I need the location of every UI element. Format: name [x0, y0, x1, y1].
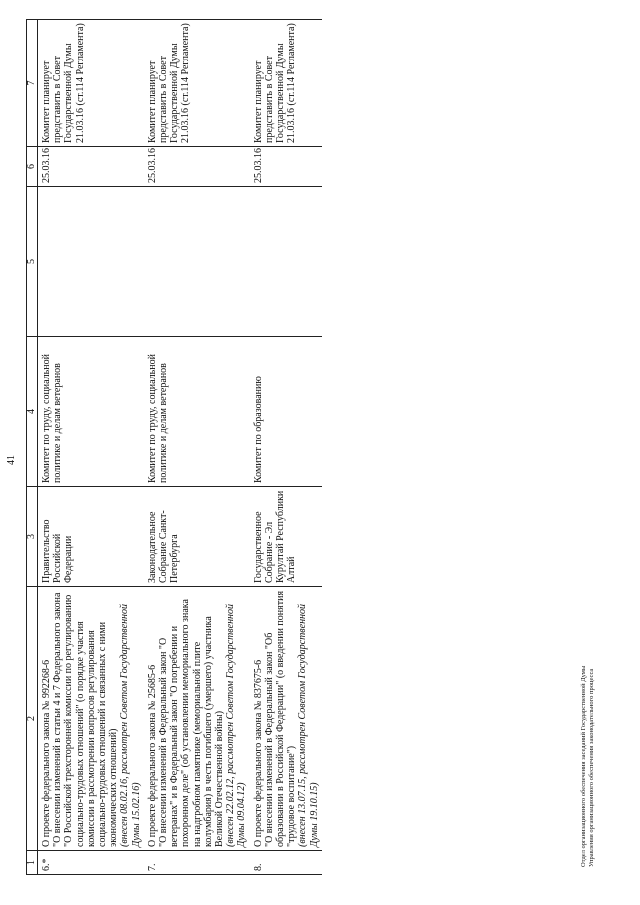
table-row: [144, 20, 250, 875]
bill-note: (внесен 08.02.16, рассмотрен Советом Государственной Думы 15.02.16): [119, 603, 142, 847]
bill-text: "О внесении изменений в статьи 4 и 7 Федерального закона "О Российской трехсторонней комиссии по регулированию социально-трудовых отношений" (о порядке участия комиссии в рассмотрении вопросов регулирования социально-трудовых отношений и связанных с ними экономических отношений): [52, 592, 120, 847]
bills-table: [26, 19, 322, 875]
document-footer: [580, 666, 596, 867]
column-5-cell: [144, 187, 250, 337]
column-header-1: 1: [27, 851, 38, 875]
bill-title: О проекте федерального закона № 837675-6: [252, 659, 264, 847]
column-header-6: 6: [27, 147, 38, 187]
bill-initiator: Государственное Собрание - Эл Курултай Республики Алтай: [250, 487, 322, 587]
bill-initiator: Правительство Российской Федерации: [38, 487, 144, 587]
bill-note: (внесен 13.07.15, рассмотрен Советом Государственной Думы 19.10.15): [297, 603, 320, 847]
table-row: [38, 20, 144, 875]
bill-description: [38, 587, 144, 851]
bill-initiator: Законодательное Собрание Санкт-Петербурга: [144, 487, 250, 587]
row-number: 8.: [250, 851, 322, 875]
footer-line-2: Управления организационного обеспечения законодательного процесса: [588, 668, 595, 867]
column-header-5: 5: [27, 187, 38, 337]
responsible-committee: Комитет по труду, социальной политике и делам ветеранов: [38, 337, 144, 487]
bill-title: О проекте федерального закона № 25685-6: [146, 664, 158, 847]
plan-note: Комитет планирует представить в Совет Государственной Думы 21.03.16 (ст.114 Регламента): [250, 20, 322, 147]
bill-title: О проекте федерального закона № 992268-6: [41, 659, 52, 847]
footer-line-1: Отдел организационного обеспечения заседаний Государственной Думы: [580, 665, 587, 867]
bill-text: "О внесении изменений в Федеральный закон "Об образовании в Российской Федерации" (о введении понятия "трудовое воспитание"): [263, 590, 298, 847]
row-number: 7.: [144, 851, 250, 875]
column-header-7: 7: [27, 20, 38, 147]
column-header-row: [27, 20, 38, 875]
responsible-committee: Комитет по труду, социальной политике и делам ветеранов: [144, 337, 250, 487]
deadline-date: 25.03.16: [38, 147, 144, 187]
column-header-3: 3: [27, 487, 38, 587]
column-header-4: 4: [27, 337, 38, 487]
bill-description: [144, 587, 250, 851]
column-header-2: 2: [27, 587, 38, 851]
column-5-cell: [250, 187, 322, 337]
plan-note: Комитет планирует представить в Совет Государственной Думы 21.03.16 (ст.114 Регламента): [38, 20, 144, 147]
deadline-date: 25.03.16: [144, 147, 250, 187]
table-row: [250, 20, 322, 875]
bill-description: [250, 587, 322, 851]
plan-note: Комитет планирует представить в Совет Государственной Думы 21.03.16 (ст.114 Регламента): [144, 20, 250, 147]
responsible-committee: Комитет по образованию: [250, 337, 322, 487]
row-number: 6.*: [38, 851, 144, 875]
column-5-cell: [38, 187, 144, 337]
bill-note: (внесен 22.02.12, рассмотрен Советом Государственной Думы 09.04.12): [225, 603, 248, 847]
deadline-date: 25.03.16: [250, 147, 322, 187]
bill-text: "О внесении изменений в Федеральный закон "О ветеранах" и в Федеральный закон "О погребении и похоронном деле" (об установлении мемориального знака на надгробном памятнике (мемориальной плите колумбария) в честь погибшего (умершего) участника Великой Отечественной войны): [158, 599, 226, 847]
page-number: 41: [6, 455, 17, 465]
